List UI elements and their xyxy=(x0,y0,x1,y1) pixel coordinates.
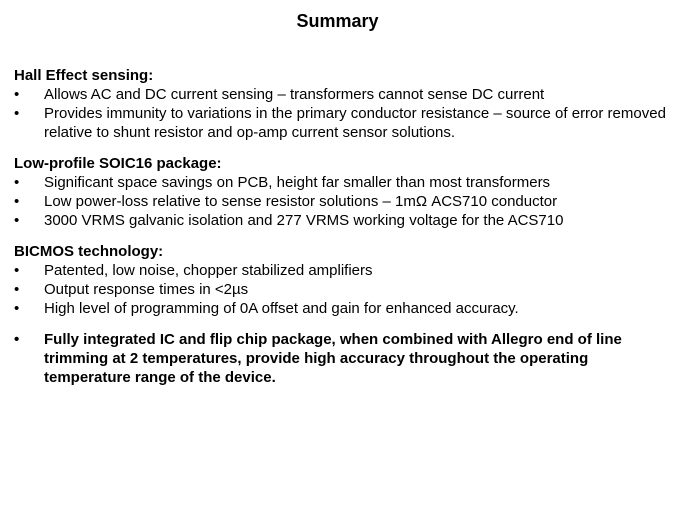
section-bicmos xyxy=(14,242,669,318)
list-item-text: 3000 VRMS galvanic isolation and 277 VRMS working voltage for the ACS710 xyxy=(44,212,564,229)
list-item-text: Low power-loss relative to sense resistor solutions – 1mΩ ACS710 conductor xyxy=(44,193,558,210)
section-final xyxy=(14,330,669,387)
bullet-icon: • xyxy=(14,86,20,103)
list-item xyxy=(14,104,669,142)
list-item xyxy=(14,173,669,192)
bullet-icon: • xyxy=(14,193,20,210)
bullet-icon: • xyxy=(14,174,20,191)
section-hall-effect xyxy=(14,66,669,142)
bullet-icon: • xyxy=(14,105,20,122)
bullet-icon: • xyxy=(14,262,20,279)
bullet-icon: • xyxy=(14,212,20,229)
list-item-text: Allows AC and DC current sensing – transformers cannot sense DC current xyxy=(44,86,545,103)
list-item xyxy=(14,261,669,280)
slide-content xyxy=(14,66,669,399)
section-heading: BICMOS technology: xyxy=(14,243,164,260)
section-heading: Low-profile SOIC16 package: xyxy=(14,155,222,172)
list-item xyxy=(14,192,669,211)
list-item xyxy=(14,280,669,299)
slide-title: Summary xyxy=(296,11,379,31)
bullet-icon: • xyxy=(14,331,20,348)
section-package xyxy=(14,154,669,230)
list-item xyxy=(14,211,669,230)
list-item xyxy=(14,299,669,318)
list-item xyxy=(14,330,669,387)
list-item-text: Patented, low noise, chopper stabilized amplifiers xyxy=(44,262,373,279)
bullet-icon: • xyxy=(14,300,20,317)
list-item-text: Output response times in <2µs xyxy=(44,281,249,298)
list-item-text: Fully integrated IC and flip chip package, when combined with Allegro end of line trimming at 2 temperatures, provide high accuracy throughout the operating temperature range of the device. xyxy=(44,331,622,386)
bullet-icon: • xyxy=(14,281,20,298)
list-item-text: High level of programming of 0A offset and gain for enhanced accuracy. xyxy=(44,300,519,317)
list-item xyxy=(14,85,669,104)
list-item-text: Provides immunity to variations in the primary conductor resistance – source of error removed relative to shunt resistor and op-amp current sensor solutions. xyxy=(44,105,666,141)
list-item-text: Significant space savings on PCB, height far smaller than most transformers xyxy=(44,174,551,191)
section-heading: Hall Effect sensing: xyxy=(14,67,154,84)
